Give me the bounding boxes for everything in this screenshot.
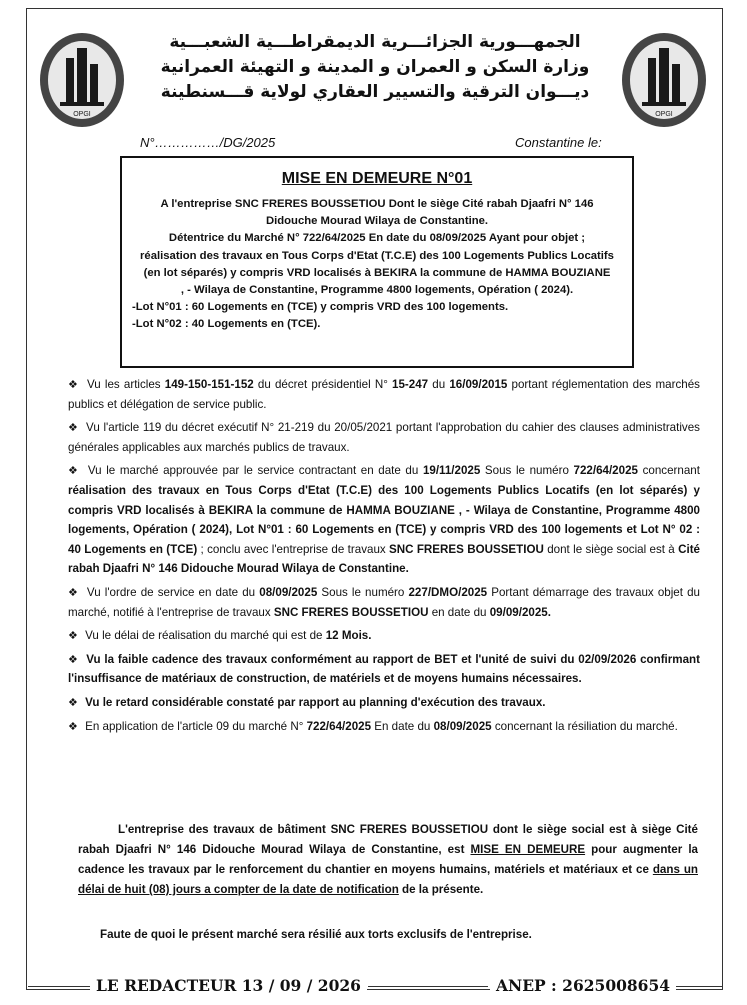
consideration-item: [68, 583, 700, 622]
item-text: 08/09/2025: [259, 585, 318, 599]
item-text: Sous le numéro: [317, 585, 409, 599]
item-text: 227/DMO/2025: [408, 585, 488, 599]
item-text: en date du: [428, 605, 490, 619]
footer-rule: [368, 986, 488, 987]
consideration-item: [68, 461, 700, 579]
bullet-icon: ❖: [68, 695, 78, 709]
item-text: Cité rabah Djaafri N° 146 Didouche Mourad Wilaya de Constantine.: [68, 542, 700, 576]
bullet-icon: ❖: [68, 585, 79, 599]
header-ministry: وزارة السكن و العمران و المدينة و التهيئة العمرانية: [160, 57, 590, 77]
arabic-header: [150, 30, 600, 105]
item-text: Vu le marché approuvée par le service contractant en date du: [87, 464, 423, 478]
item-text: En date du: [371, 719, 434, 733]
notice-line: Détentrice du Marché N° 722/64/2025 En date du 08/09/2025 Ayant pour objet ;: [168, 232, 586, 245]
item-text: concernant: [637, 464, 700, 478]
consideration-item: [68, 375, 700, 414]
item-text: Sous le numéro: [480, 464, 574, 478]
item-text: ; conclu avec l'entreprise de travaux: [197, 542, 390, 556]
consideration-item: [68, 626, 700, 646]
item-text: du: [428, 378, 450, 391]
bullet-icon: ❖: [68, 464, 80, 478]
date-place: Constantine le:: [515, 135, 602, 150]
item-text: 09/09/2025.: [489, 605, 551, 619]
item-text: concernant la résiliation du marché.: [491, 719, 678, 733]
conclusion-text: de la présente.: [398, 883, 484, 896]
notice-line: Didouche Mourad Wilaya de Constantine.: [265, 215, 489, 228]
item-text: 19/11/2025: [422, 464, 481, 478]
bullet-icon: ❖: [68, 629, 78, 643]
item-text: SNC FRERES BOUSSETIOU: [389, 542, 544, 556]
item-text: portant réglementation des marchés publics et délégation de service public.: [68, 378, 700, 411]
item-text: Vu l'article 119 du décret exécutif N° 21-219 du 20/05/2021 portant l'approbation du cahier des clauses administratives générales applicables aux marchés publics de travaux.: [68, 421, 700, 454]
consideration-item: [68, 650, 700, 689]
item-text: Vu le délai de réalisation du marché qui est de: [85, 629, 326, 643]
item-text: 16/09/2015: [449, 378, 508, 391]
footer-rule: [28, 986, 90, 987]
conclusion-text: L'entreprise des travaux de bâtiment SNC FRERES BOUSSETIOU dont le siège social est à siège Cité rabah Djaafri N° 146 Didouche Mourad Wilaya de Constantine, est: [78, 823, 698, 856]
header-republic: الجمهـــورية الجزائـــرية الديمقراطـــية الشعبـــية: [169, 32, 581, 52]
item-text: 15-247: [392, 378, 429, 391]
bullet-icon: ❖: [68, 378, 79, 391]
consideration-item: [68, 693, 700, 713]
notice-title: MISE EN DEMEURE N°01: [281, 170, 473, 187]
item-text: 149-150-151-152: [164, 378, 254, 391]
consideration-item: [68, 418, 700, 457]
item-text: Vu l'ordre de service en date du: [86, 585, 260, 599]
logo-caption: OPGI: [73, 111, 91, 118]
header-office: ديـــوان الترقية والتسيير العقاري لولاية قـــسنطينة: [160, 82, 590, 102]
footer-rule: [676, 986, 722, 987]
reference-number: N°……………/DG/2025: [140, 135, 276, 150]
notice-lot-2: -Lot N°02 : 40 Logements en (TCE).: [132, 318, 321, 331]
notice-lot-1: -Lot N°01 : 60 Logements en (TCE) y compris VRD des 100 logements.: [132, 301, 509, 314]
item-text: Vu le retard considérable constaté par rapport au planning d'exécution des travaux.: [85, 695, 546, 709]
opgi-logo-left: [38, 30, 126, 130]
item-text: du décret présidentiel N°: [253, 378, 392, 391]
item-text: 08/09/2025: [433, 719, 492, 733]
item-text: Portant démarrage des travaux objet du marché, notifié à l'entreprise de travaux: [68, 585, 700, 619]
notice-line: A l'entreprise SNC FRERES BOUSSETIOU Dont le siège Cité rabah Djaafri N° 146: [160, 198, 594, 210]
item-text: 12 Mois.: [325, 629, 372, 643]
penalty-statement: Faute de quoi le présent marché sera résilié aux torts exclusifs de l'entreprise.: [100, 928, 532, 941]
bullet-icon: ❖: [68, 652, 79, 666]
item-text: dont le siège social est à: [543, 542, 679, 556]
item-text: réalisation des travaux en Tous Corps d'Etat (T.C.E) des 100 Logements Publics Locatifs (en lot séparés) y compris VRD localisés à BEKIRA la commune de HAMMA BOUZIANE , - Wilaya de Constantine, Programme 4800 logements, Opération ( 2024), Lot N°01 : 60 Logements en (TCE) y compris VRD des 100 logements et Lot N° 02 : 40 Logements en (TCE): [68, 483, 700, 556]
notice-box: [120, 156, 634, 368]
footer-anep: ANEP : 2625008654: [490, 976, 676, 995]
conclusion-highlight: MISE EN DEMEURE: [470, 843, 586, 856]
item-text: En application de l'article 09 du marché N°: [85, 719, 307, 733]
footer-redacteur: LE REDACTEUR 13 / 09 / 2026: [90, 976, 367, 995]
bullet-icon: ❖: [68, 421, 79, 435]
item-text: 722/64/2025: [573, 464, 638, 478]
conclusion-text: pour augmenter la cadence les travaux par le renforcement du chantier en moyens humains, matériels et matériaux et ce: [78, 843, 698, 876]
considerations-list: [68, 375, 700, 740]
notice-line: (en lot séparés) y compris VRD localisés à BEKIRA la commune de HAMMA BOUZIANE: [143, 266, 611, 279]
notice-line: , - Wilaya de Constantine, Programme 4800 logements, Opération ( 2024).: [180, 284, 574, 297]
opgi-logo-right: [620, 30, 708, 130]
notice-line: réalisation des travaux en Tous Corps d'Etat (T.C.E) des 100 Logements Publics Locatifs: [140, 249, 614, 262]
item-text: Vu la faible cadence des travaux conformément au rapport de BET et l'unité de suivi du 02/09/2026 confirmant l'insuffisance de matériaux de construction, de matériels et de moyens humains nécessaires.: [68, 652, 700, 686]
logo-caption: OPGI: [655, 111, 673, 118]
conclusion-deadline: dans un délai de huit (08) jours a compter de la date de notification: [78, 863, 698, 896]
conclusion-paragraph: [78, 820, 698, 900]
item-text: SNC FRERES BOUSSETIOU: [273, 605, 429, 619]
item-text: 722/64/2025: [306, 719, 372, 733]
bullet-icon: ❖: [68, 719, 78, 733]
item-text: Vu les articles: [86, 378, 165, 391]
consideration-item: [68, 717, 700, 737]
